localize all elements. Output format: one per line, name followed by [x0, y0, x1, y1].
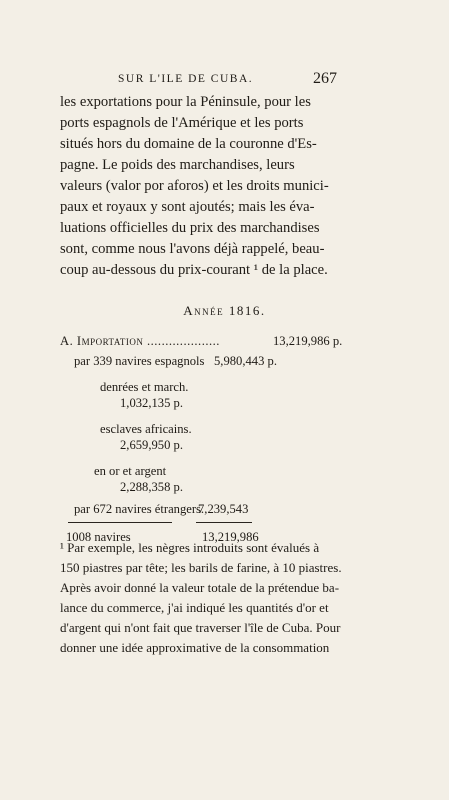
total-ships-amount: 13,219,986	[202, 530, 259, 544]
body-line: pagne. Le poids des marchandises, leurs	[60, 157, 295, 173]
detail-desc: en or et argent	[94, 464, 167, 478]
body-line: luations officielles du prix des marchandises	[60, 220, 320, 236]
footnote-line: Après avoir donné la valeur totale de la prétendue ba-	[60, 580, 340, 595]
footnote-line: ¹ Par exemple, les nègres introduits sont évalués à	[60, 540, 320, 555]
detail-value: 2,659,950 p.	[120, 438, 183, 452]
spanish-ships-amount: 5,980,443 p.	[214, 354, 277, 368]
detail-desc: esclaves africains.	[100, 422, 192, 436]
body-line: ports espagnols de l'Amérique et les ports	[60, 115, 304, 131]
section-title: Année 1816.	[183, 303, 266, 318]
body-line: valeurs (valor por aforos) et les droits munici-	[60, 178, 329, 194]
running-title: SUR L'ILE DE CUBA.	[118, 73, 254, 85]
sum-rule	[196, 522, 252, 523]
footnote-line: lance du commerce, j'ai indiqué les quantités d'or et	[60, 600, 329, 615]
body-line: sont, comme nous l'avons déjà rappelé, beau-	[60, 241, 325, 257]
import-label: A. Importation ....................	[60, 334, 220, 348]
import-value: 13,219,986 p.	[273, 334, 343, 348]
foreign-ships-amount: 7,239,543	[198, 502, 249, 516]
page-header	[0, 70, 449, 90]
spanish-ships-label: par 339 navires espagnols	[74, 354, 205, 368]
detail-value: 2,288,358 p.	[120, 480, 183, 494]
footnote-line: d'argent qui n'ont fait que traverser l'île de Cuba. Pour	[60, 620, 341, 635]
page-number: 267	[313, 70, 337, 87]
body-line: situés hors du domaine de la couronne d'Es-	[60, 136, 317, 152]
footnote-line: donner une idée approximative de la consommation	[60, 640, 330, 655]
detail-value: 1,032,135 p.	[120, 396, 183, 410]
body-line: paux et royaux y sont ajoutés; mais les éva-	[60, 199, 315, 215]
body-line: coup au-dessous du prix-courant ¹ de la place.	[60, 262, 328, 278]
body-line: les exportations pour la Péninsule, pour les	[60, 94, 311, 110]
detail-desc: denrées et march.	[100, 380, 189, 394]
total-ships-label: 1008 navires	[66, 530, 131, 544]
footnote-line: 150 piastres par tête; les barils de farine, à 10 piastres.	[60, 560, 342, 575]
sum-rule	[68, 522, 172, 523]
footnote	[60, 538, 356, 658]
foreign-ships-label: par 672 navires étrangers.	[74, 502, 205, 516]
body-paragraph	[60, 92, 356, 281]
